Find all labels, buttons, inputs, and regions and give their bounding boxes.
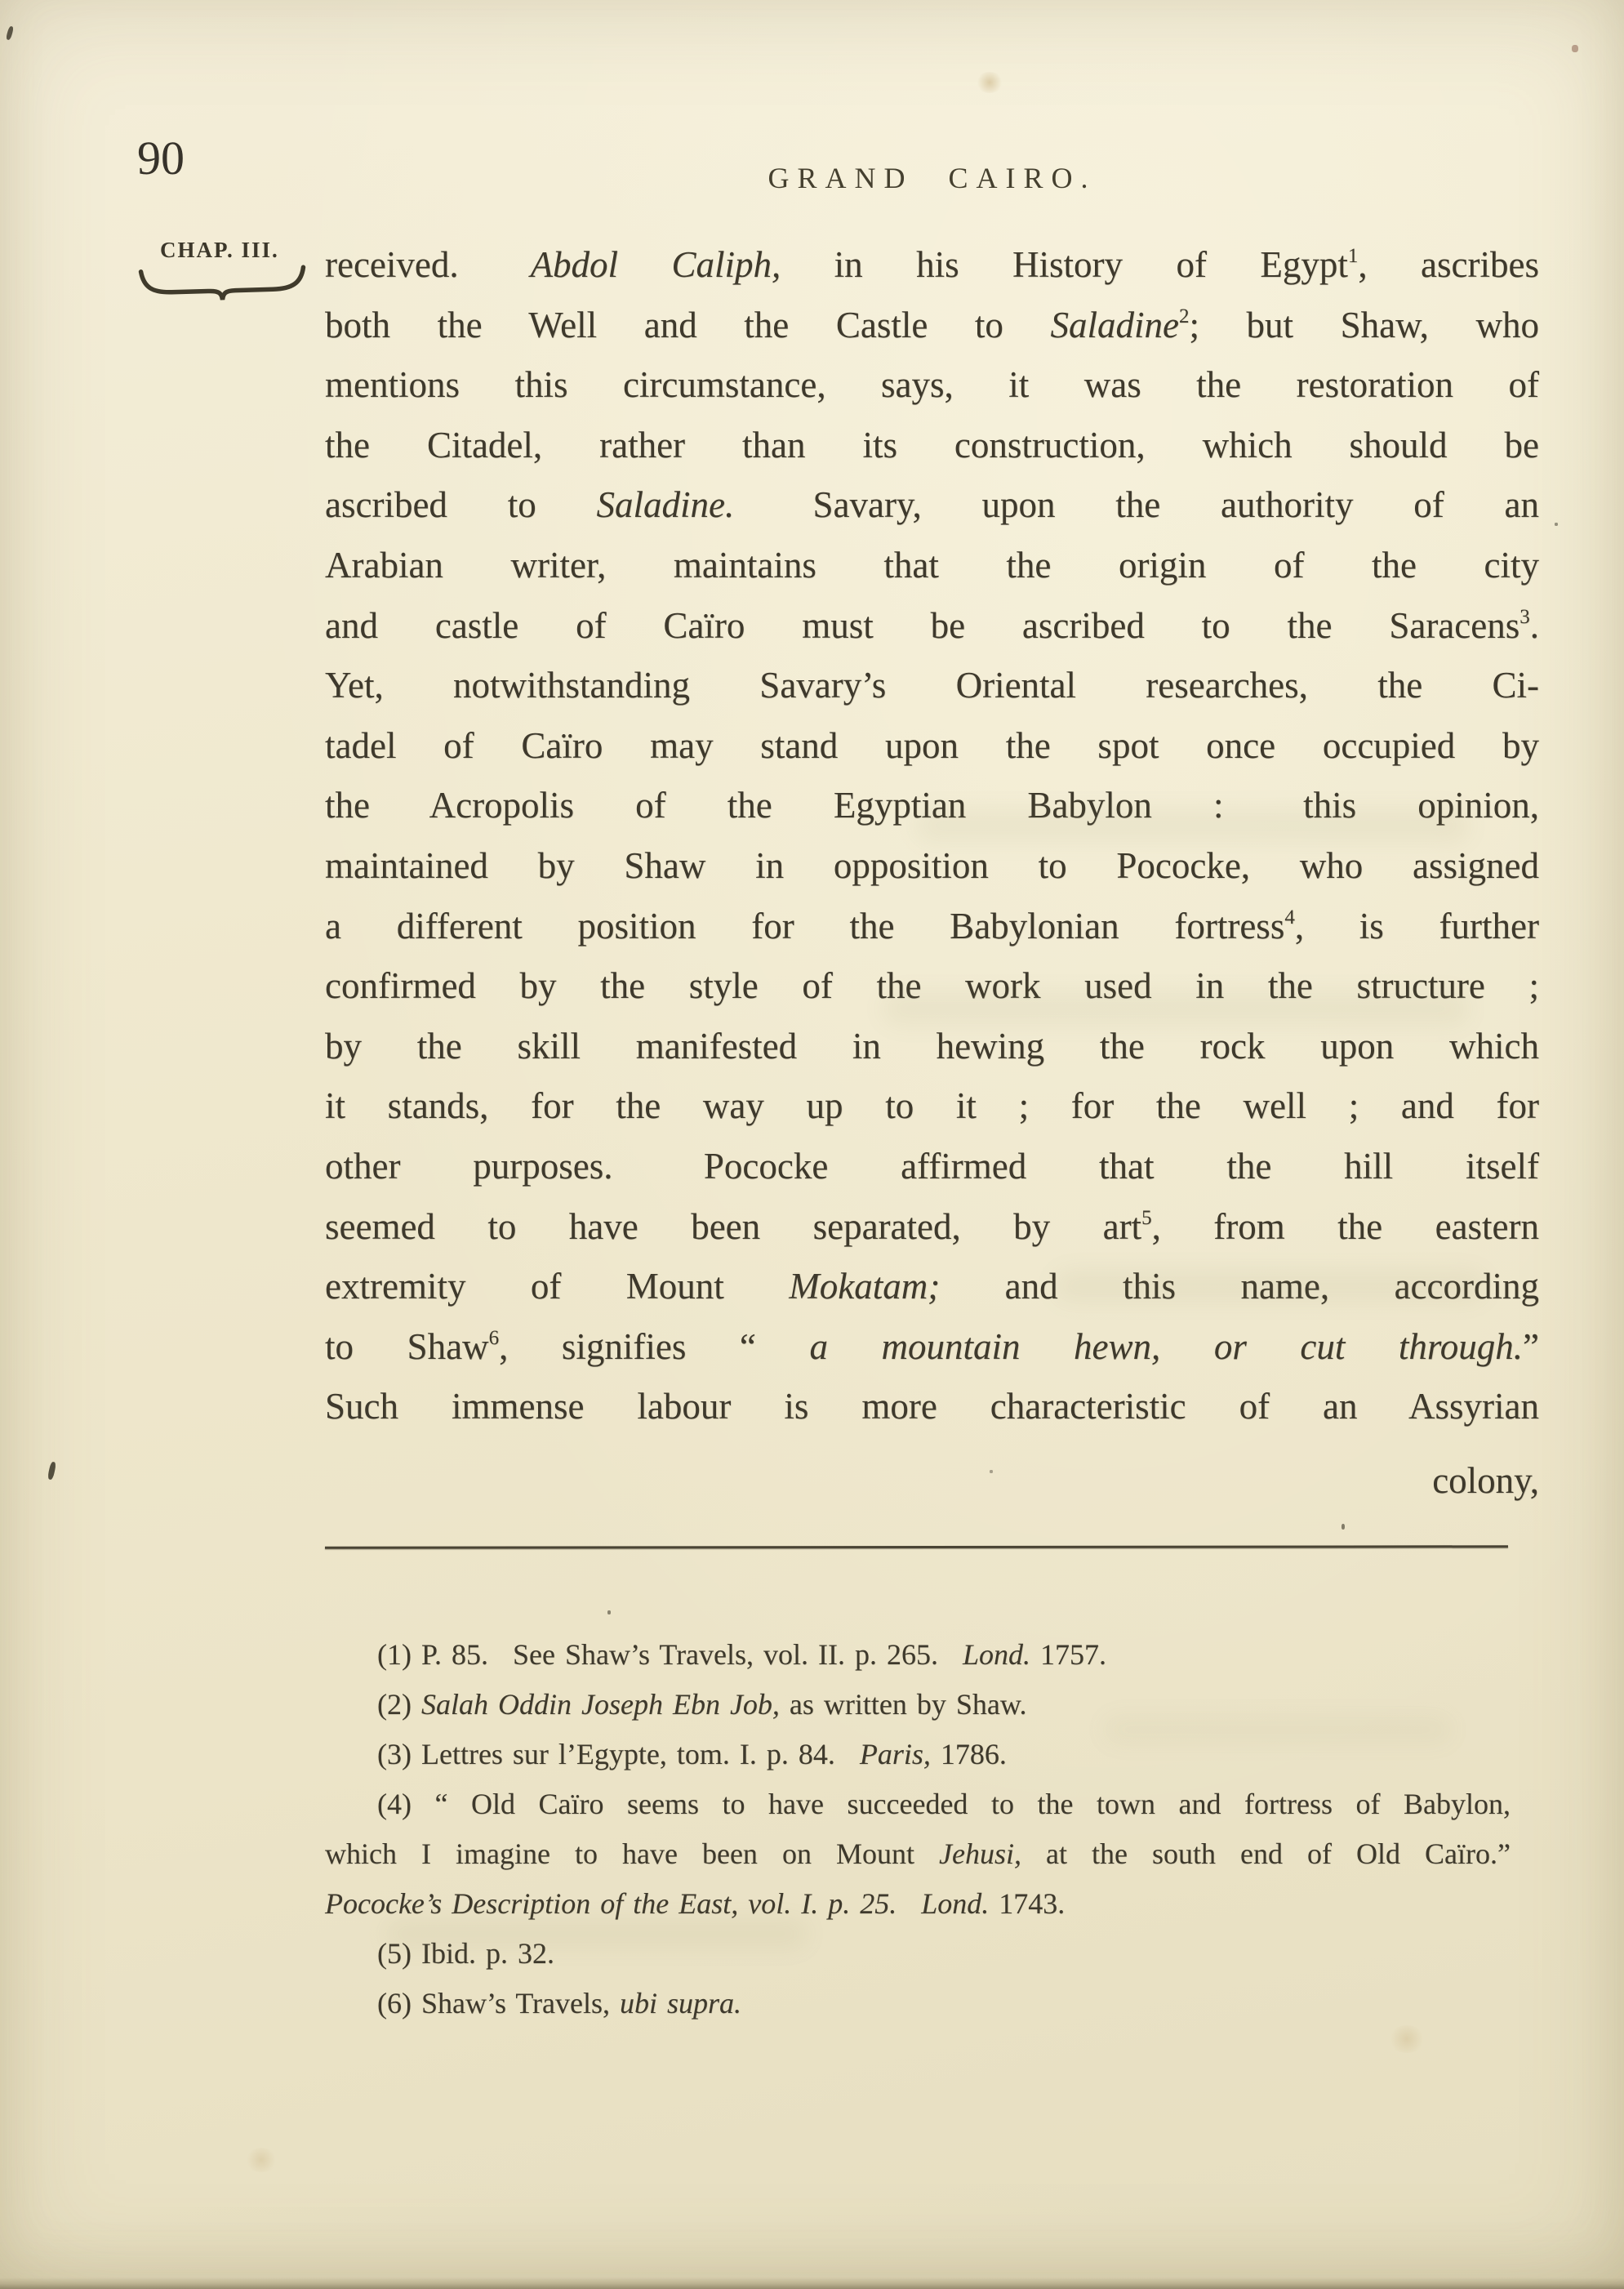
text-segment: tadel of Caïro may stand upon the spot once occupied by xyxy=(325,724,1539,766)
text-segment: (2) xyxy=(377,1688,421,1721)
text-segment: , from the eastern xyxy=(1151,1205,1539,1247)
foxing-spot xyxy=(1388,2025,1426,2053)
footnote-reference: 3 xyxy=(1519,605,1530,628)
text-segment: ” xyxy=(1523,1325,1540,1367)
text-segment: Saladine. xyxy=(596,484,735,526)
text-segment: 1743. xyxy=(989,1887,1066,1920)
ink-speck xyxy=(607,1610,611,1614)
body-line xyxy=(325,596,1539,657)
page-number: 90 xyxy=(137,131,185,185)
text-segment: which I imagine to have been on Mount xyxy=(325,1837,939,1870)
text-segment: Such immense labour is more characteristic of an Assyrian xyxy=(325,1386,1539,1427)
text-segment: a different position for the Babylonian fortress xyxy=(325,905,1285,946)
text-segment: Arabian writer, maintains that the origin of the city xyxy=(325,544,1539,586)
ink-speck xyxy=(6,26,14,41)
footnote-reference: 6 xyxy=(488,1326,500,1349)
text-segment: Abdol Caliph, xyxy=(530,244,781,285)
footnote-separator-rule xyxy=(325,1545,1508,1549)
text-segment: Jehusi, xyxy=(939,1837,1021,1870)
footnotes-block xyxy=(325,1630,1511,2028)
catchword: colony, xyxy=(1432,1460,1539,1501)
text-segment: , ascribes xyxy=(1358,244,1539,285)
footnote-reference: 5 xyxy=(1141,1206,1152,1229)
text-segment: ubi supra. xyxy=(620,1987,742,2020)
text-segment: (1) P. 85. See Shaw’s Travels, vol. II. p. 265. xyxy=(377,1638,963,1671)
text-segment: (6) Shaw’s Travels, xyxy=(377,1987,621,2020)
text-segment: Paris, xyxy=(859,1738,931,1770)
bleed-through-artifact xyxy=(914,808,1470,843)
text-segment: and castle of Caïro must be ascribed to the Saracens xyxy=(325,604,1520,646)
body-line xyxy=(325,296,1539,356)
bleed-through-artifact xyxy=(1102,1715,1453,1744)
page-bottom-edge-shadow xyxy=(0,2278,1624,2289)
body-line xyxy=(325,416,1539,476)
body-line xyxy=(325,536,1539,596)
text-segment: to Shaw xyxy=(325,1325,489,1367)
text-segment: the Citadel, rather than its construction, which should be xyxy=(325,424,1539,465)
text-segment: it stands, for the way up to it ; for the well ; and for xyxy=(325,1085,1539,1127)
ink-speck xyxy=(990,1470,993,1473)
text-segment: (5) Ibid. p. 32. xyxy=(377,1937,554,1970)
text-segment: 1786. xyxy=(930,1738,1007,1770)
body-line xyxy=(325,897,1539,957)
running-head: GRAND CAIRO. xyxy=(768,162,1097,194)
chapter-margin-note xyxy=(160,238,279,263)
foxing-spot xyxy=(976,72,1003,93)
body-line xyxy=(325,1197,1539,1258)
text-segment: , is further xyxy=(1294,905,1539,946)
footnote-reference: 4 xyxy=(1284,906,1295,929)
footnote xyxy=(325,1779,1511,1929)
underbrace-ornament xyxy=(138,264,307,305)
text-segment: Mokatam; xyxy=(789,1266,941,1307)
body-line xyxy=(325,355,1539,416)
text-segment: Lond. xyxy=(963,1638,1031,1671)
text-segment: other purposes. Pococke affirmed that the hill itself xyxy=(325,1145,1539,1187)
body-line xyxy=(325,656,1539,716)
text-segment: at the south end of Old Caïro.” xyxy=(1021,1837,1511,1870)
text-segment: Salah Oddin Joseph Ebn Job, xyxy=(420,1688,780,1721)
ink-speck xyxy=(1572,45,1578,52)
text-segment: as written by Shaw. xyxy=(779,1688,1027,1721)
foxing-spot xyxy=(245,2148,278,2172)
ink-speck xyxy=(1555,523,1558,526)
body-line xyxy=(325,1377,1539,1437)
bleed-through-artifact xyxy=(882,992,1470,1025)
footnote-line xyxy=(325,1979,1511,2028)
body-line xyxy=(325,836,1539,897)
body-line xyxy=(325,1017,1539,1077)
footnote-line xyxy=(325,1829,1511,1879)
text-segment: , signifies “ xyxy=(499,1325,810,1367)
footnote xyxy=(325,1630,1511,1680)
footnote-line xyxy=(325,1779,1511,1829)
bleed-through-artifact xyxy=(1053,1270,1486,1303)
text-segment: and this name, according xyxy=(940,1266,1539,1307)
text-segment: ; but Shaw, who xyxy=(1189,304,1540,345)
text-segment: received. xyxy=(325,244,531,285)
text-segment: extremity of Mount xyxy=(325,1266,790,1307)
text-segment: ascribed to xyxy=(325,484,597,526)
text-segment: Yet, notwithstanding Savary’s Oriental researches, the Ci- xyxy=(325,665,1539,706)
body-line xyxy=(325,235,1539,296)
bleed-through-artifact xyxy=(384,1919,808,1948)
text-segment: confirmed by the style of the work used in the structure ; xyxy=(325,965,1539,1007)
text-segment: 1757. xyxy=(1030,1638,1107,1671)
text-segment: the Acropolis of the Egyptian Babylon : this opinion, xyxy=(325,785,1539,826)
text-segment: Savary, upon the authority of an xyxy=(734,484,1540,526)
ink-speck xyxy=(47,1462,56,1481)
footnote-line xyxy=(325,1630,1511,1680)
chapter-label: CHAP. III. xyxy=(160,238,279,262)
text-segment: by the skill manifested in hewing the rock upon which xyxy=(325,1025,1539,1067)
text-segment: mentions this circumstance, says, it was the restoration of xyxy=(325,364,1539,406)
text-segment: a mountain hewn, or cut through. xyxy=(809,1325,1524,1367)
text-segment: (4) “ Old Caïro seems to have succeeded to the town and fortress of Babylon, xyxy=(377,1788,1511,1820)
body-line xyxy=(325,1317,1539,1378)
text-segment: maintained by Shaw in opposition to Pococke, who assigned xyxy=(325,844,1539,886)
text-segment: Saladine xyxy=(1050,304,1179,345)
footnote-reference: 1 xyxy=(1347,245,1359,267)
text-segment: (3) Lettres sur l’Egypte, tom. I. p. 84. xyxy=(377,1738,860,1770)
text-segment: in his History of Egypt xyxy=(781,244,1348,285)
body-line xyxy=(325,1076,1539,1137)
text-segment: both the Well and the Castle to xyxy=(325,304,1051,345)
text-segment: . xyxy=(1529,604,1539,646)
footnote-reference: 2 xyxy=(1178,305,1190,327)
ink-speck xyxy=(1341,1524,1345,1530)
body-line xyxy=(325,475,1539,536)
footnote xyxy=(325,1979,1511,2028)
text-segment: seemed to have been separated, by art xyxy=(325,1205,1142,1247)
body-line xyxy=(325,1137,1539,1197)
body-line xyxy=(325,716,1539,777)
text-segment: Pococke’s Description of the East, vol. I. p. 25. Lond. xyxy=(325,1887,990,1920)
